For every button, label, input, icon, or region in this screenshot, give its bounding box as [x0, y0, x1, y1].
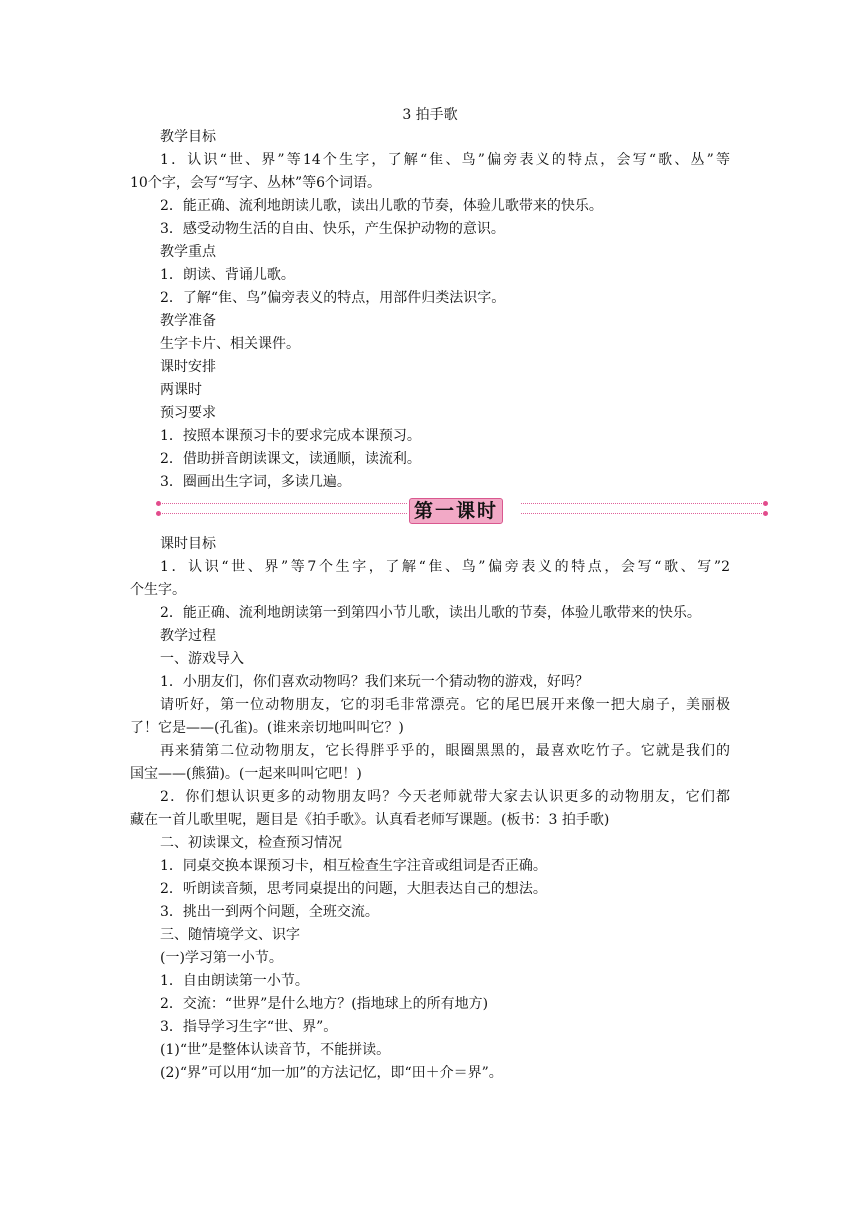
paragraph: 1．认识“世、界”等7个生字，了解“隹、鸟”偏旁表义的特点，会写“歌、写”2	[160, 559, 730, 575]
paragraph: 请听好，第一位动物朋友，它的羽毛非常漂亮。它的尾巴展开来像一把大扇子，美丽极	[160, 697, 730, 713]
paragraph: 1．朗读、背诵儿歌。	[160, 267, 295, 283]
lesson-title: 3 拍手歌	[402, 107, 458, 123]
heading-key-points: 教学重点	[160, 244, 216, 260]
divider-line-left-bottom	[162, 513, 407, 514]
heading-part-one: 一、游戏导入	[160, 651, 244, 667]
paragraph: 1．自由朗读第一小节。	[160, 973, 309, 989]
paragraph: 2．听朗读音频，思考同桌提出的问题，大胆表达自己的想法。	[160, 881, 547, 897]
paragraph: 2．了解“隹、鸟”偏旁表义的特点，用部件归类法识字。	[160, 290, 506, 306]
heading-preparation: 教学准备	[160, 313, 216, 329]
lesson-overview	[130, 126, 730, 494]
paragraph: 3．圈画出生字词，多读几遍。	[160, 474, 351, 490]
paragraph: 1．同桌交换本课预习卡，相互检查生字注音或组词是否正确。	[160, 858, 547, 874]
paragraph: 1．小朋友们，你们喜欢动物吗？我们来玩一个猜动物的游戏，好吗？	[160, 674, 589, 690]
paragraph: (一)学习第一小节。	[160, 950, 283, 966]
lesson-banner: 第一课时	[409, 498, 503, 524]
paragraph: 了！它是——(孔雀)。(谁来亲切地叫叫它？)	[130, 720, 404, 736]
paragraph: 2．借助拼音朗读课文，读通顺，读流利。	[160, 451, 421, 467]
paragraph: 2．能正确、流利地朗读儿歌，读出儿歌的节奏，体验儿歌带来的快乐。	[160, 198, 603, 214]
lesson-divider	[156, 496, 768, 524]
heading-preview: 预习要求	[160, 405, 216, 421]
divider-line-right-bottom	[521, 513, 762, 514]
divider-dot-left-top	[156, 501, 161, 506]
paragraph: 10个字，会写“写字、丛林”等6个词语。	[130, 175, 382, 191]
heading-process: 教学过程	[160, 628, 216, 644]
paragraph: (2)“界”可以用“加一加”的方法记忆，即“田＋介＝界”。	[160, 1065, 503, 1081]
paragraph: 1．认识“世、界”等14个生字，了解“隹、鸟”偏旁表义的特点，会写“歌、丛”等	[160, 152, 730, 168]
paragraph: 再来猜第二位动物朋友，它长得胖乎乎的，眼圈黑黑的，最喜欢吃竹子。它就是我们的	[160, 743, 730, 759]
heading-lesson-objectives: 课时目标	[160, 536, 216, 552]
heading-schedule: 课时安排	[160, 359, 216, 375]
paragraph: 1．按照本课预习卡的要求完成本课预习。	[160, 428, 421, 444]
heading-part-three: 三、随情境学文、识字	[160, 927, 300, 943]
first-lesson-content	[130, 533, 730, 1085]
paragraph: 3．挑出一到两个问题，全班交流。	[160, 904, 379, 920]
paragraph: 个生字。	[130, 582, 186, 598]
paragraph: 2．交流：“世界”是什么地方？(指地球上的所有地方)	[160, 996, 489, 1012]
divider-dot-right-bottom	[763, 511, 768, 516]
paragraph: 3．感受动物生活的自由、快乐，产生保护动物的意识。	[160, 221, 505, 237]
divider-dot-left-bottom	[156, 511, 161, 516]
paragraph: (1)“世”是整体认读音节，不能拼读。	[160, 1042, 391, 1058]
paragraph: 藏在一首儿歌里呢，题目是《拍手歌》。认真看老师写课题。(板书：3 拍手歌)	[130, 812, 610, 828]
heading-objectives: 教学目标	[160, 129, 216, 145]
paragraph: 国宝——(熊猫)。(一起来叫叫它吧！)	[130, 766, 362, 782]
paragraph: 3．指导学习生字“世、界”。	[160, 1019, 338, 1035]
divider-dot-right-top	[763, 501, 768, 506]
divider-line-right-top	[521, 503, 762, 504]
paragraph: 2．你们想认识更多的动物朋友吗？今天老师就带大家去认识更多的动物朋友，它们都	[160, 789, 730, 805]
paragraph: 2．能正确、流利地朗读第一到第四小节儿歌，读出儿歌的节奏，体验儿歌带来的快乐。	[160, 605, 701, 621]
heading-part-two: 二、初读课文，检查预习情况	[160, 835, 342, 851]
paragraph: 生字卡片、相关课件。	[160, 336, 300, 352]
paragraph: 两课时	[160, 382, 202, 398]
divider-line-left-top	[162, 503, 407, 504]
